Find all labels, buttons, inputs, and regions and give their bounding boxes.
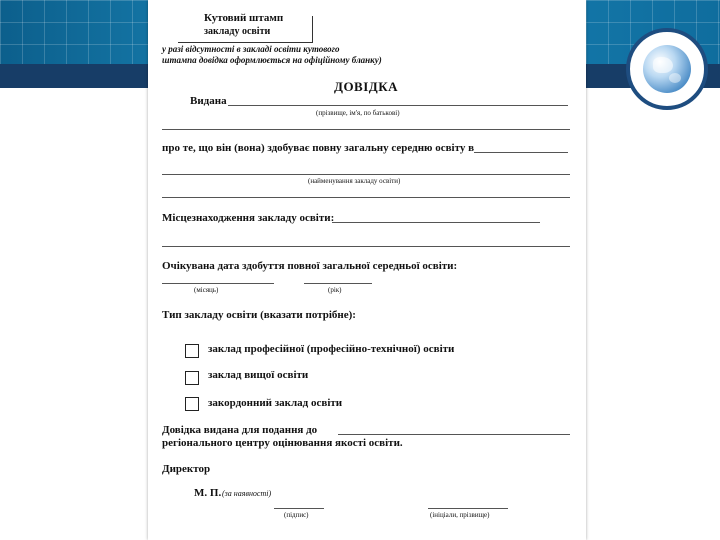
institution-line <box>162 174 570 175</box>
seal-label: М. П. <box>194 487 222 499</box>
header-grid-pattern-left <box>0 0 148 64</box>
institution-short-line <box>474 152 568 153</box>
study-text: про те, що він (вона) здобуває повну загальну середню освіту в <box>162 142 475 154</box>
location-line <box>332 222 540 223</box>
month-line <box>162 283 274 284</box>
year-line <box>304 283 372 284</box>
submit-target-line <box>338 434 570 435</box>
issued-name-line <box>228 105 568 106</box>
stamp-note-line-2: штампа довідка оформлюється на офіційному бланку) <box>162 55 382 65</box>
stamp-note-line-1: у разі відсутності в закладі освіти кутового <box>162 44 340 54</box>
option-checkbox-higher[interactable] <box>185 371 199 385</box>
signature-hint: (підпис) <box>284 511 309 519</box>
option-label-higher: заклад вищої освіти <box>208 369 309 381</box>
stamp-line-2: закладу освіти <box>204 26 271 37</box>
type-label: Тип закладу освіти (вказати потрібне): <box>162 309 356 321</box>
institution-hint: (найменування закладу освіти) <box>308 177 401 185</box>
option-checkbox-foreign[interactable] <box>185 397 199 411</box>
initials-hint: (ініціали, прізвище) <box>430 511 490 519</box>
submit-line-1: Довідка видана для подання до <box>162 424 318 436</box>
location-label: Місцезнаходження закладу освіти: <box>162 212 335 224</box>
month-hint: (місяць) <box>194 286 219 294</box>
expected-date-label: Очікувана дата здобуття повної загальної середньої освіти: <box>162 260 458 272</box>
signature-line <box>274 508 324 509</box>
option-label-vocational: заклад професійної (професійно-технічної) освіти <box>208 343 455 355</box>
year-hint: (рік) <box>328 286 342 294</box>
institution-extra-line <box>162 197 570 198</box>
location-extra-line <box>162 246 570 247</box>
globe-logo <box>626 28 708 110</box>
issued-label: Видана <box>190 95 227 107</box>
globe-icon <box>643 45 691 93</box>
issued-hint: (прізвище, ім'я, по батькові) <box>316 109 400 117</box>
submit-line-2: регіонального центру оцінювання якості освіти. <box>162 437 403 449</box>
document-title: ДОВІДКА <box>334 79 399 94</box>
initials-line <box>428 508 508 509</box>
certificate-page <box>148 0 586 540</box>
director-label: Директор <box>162 463 211 475</box>
option-checkbox-vocational[interactable] <box>185 344 199 358</box>
stamp-line-1: Кутовий штамп <box>204 12 284 24</box>
seal-hint: (за наявності) <box>222 489 272 498</box>
issued-extra-line <box>162 129 570 130</box>
option-label-foreign: закордонний заклад освіти <box>208 397 343 409</box>
